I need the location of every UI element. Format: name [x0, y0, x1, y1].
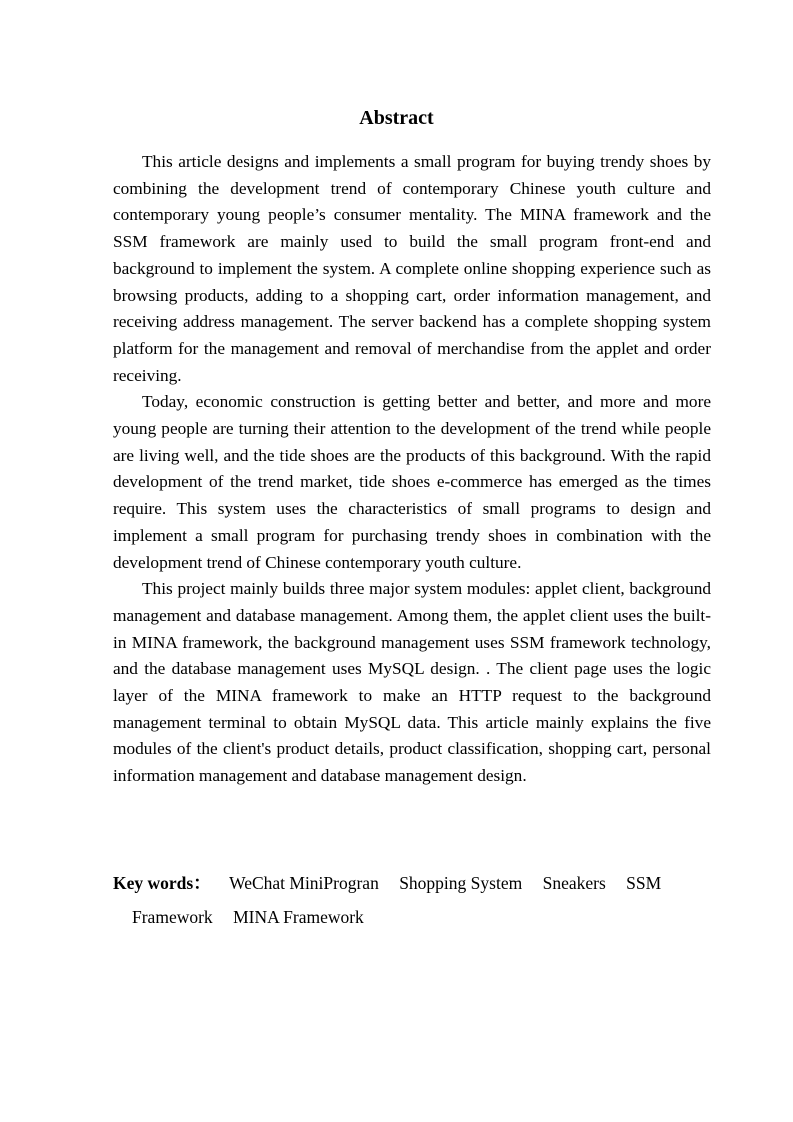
- abstract-paragraph-2: Today, economic construction is getting better and better, and more and more young people are turning their attention to the development of the trend while people are living well, and the tide shoes are the products of this background. With the rapid development of the trend market, tide shoes e-commerce has emerged as the times require. This system uses the characteristics of small programs to design and implement a small program for purchasing trendy shoes in combination with the development trend of Chinese contemporary youth culture.: [113, 392, 711, 572]
- keyword-item: Shopping System: [399, 873, 523, 893]
- abstract-paragraph-3: This project mainly builds three major system modules: applet client, background management and database management. Among them, the applet client uses the built-in MINA framework, the background management uses SSM framework technology, and the database management uses MySQL design. . The client page uses the logic layer of the MINA framework to make an HTTP request to the background management terminal to obtain MySQL data. This article mainly explains the five modules of the client's product details, product classification, shopping cart, personal information management and database management design.: [113, 579, 711, 786]
- keywords-section: [113, 866, 711, 934]
- keyword-item: Sneakers: [542, 873, 606, 893]
- keywords-label: Key words：: [113, 873, 211, 893]
- abstract-body: [113, 149, 711, 790]
- keyword-item: MINA Framework: [233, 907, 364, 927]
- abstract-paragraph-1: This article designs and implements a small program for buying trendy shoes by combining the development trend of contemporary Chinese youth culture and contemporary young people’s consumer mentality. The MINA framework and the SSM framework are mainly used to build the small program front-end and background to implement the system. A complete online shopping experience such as browsing products, adding to a shopping cart, order information management, and receiving address management. The server backend has a complete shopping system platform for the management and removal of merchandise from the applet and order receiving.: [113, 152, 711, 385]
- keyword-item: WeChat MiniProgran: [229, 873, 379, 893]
- keyword-item: Framework: [132, 907, 213, 927]
- keyword-item: SSM: [626, 873, 662, 893]
- keywords-second-line: [113, 900, 711, 934]
- abstract-title: Abstract: [359, 107, 434, 129]
